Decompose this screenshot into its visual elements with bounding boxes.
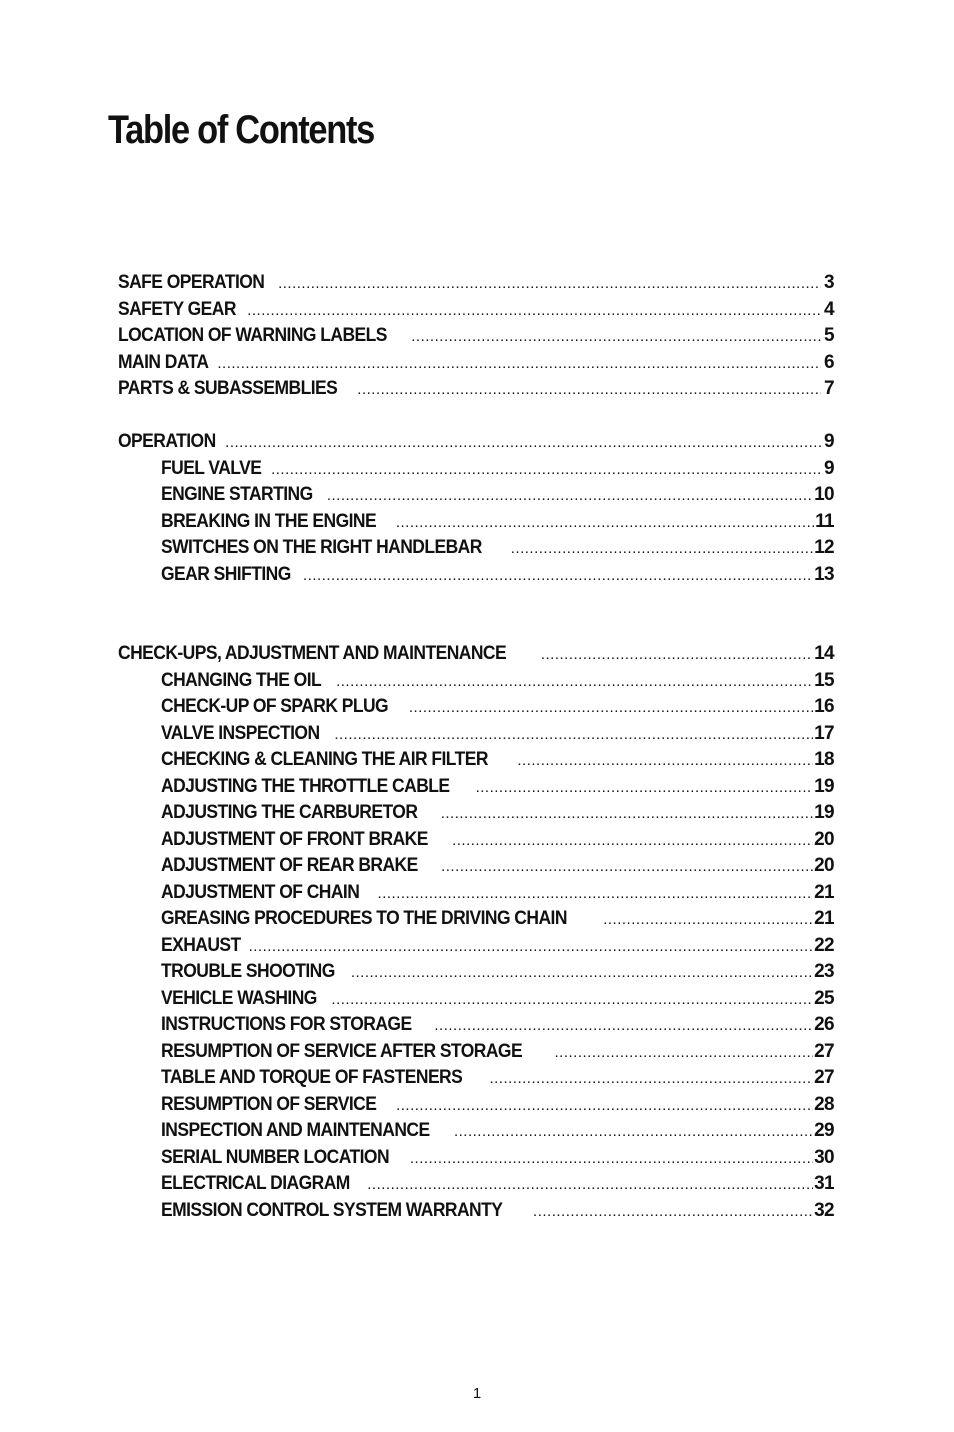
dot-leader	[396, 514, 814, 531]
dot-leader	[367, 1176, 813, 1193]
toc-entry-page: 25	[814, 987, 834, 1009]
dot-leader	[411, 328, 821, 345]
toc-entry-label: VEHICLE WASHING	[161, 987, 317, 1009]
toc-entry-page: 4	[824, 298, 834, 320]
toc-entry-page: 16	[814, 696, 834, 717]
toc-entry-label: CHECKING & CLEANING THE AIR FILTER	[161, 749, 488, 770]
toc-entry[interactable]	[118, 829, 834, 856]
toc-entry-label: RESUMPTION OF SERVICE AFTER STORAGE	[161, 1040, 523, 1062]
toc-entry[interactable]	[118, 431, 834, 458]
dot-leader	[247, 302, 821, 319]
toc-entry[interactable]	[118, 776, 834, 803]
toc-entry-label: ADJUSTMENT OF REAR BRAKE	[161, 855, 418, 876]
toc-entry-label: ADJUSTMENT OF FRONT BRAKE	[161, 828, 428, 850]
toc-entry-page: 13	[814, 563, 834, 585]
toc-entry-page: 6	[824, 351, 834, 373]
toc-entry-label: ADJUSTING THE CARBURETOR	[161, 802, 418, 823]
dot-leader	[434, 1017, 813, 1034]
dot-leader	[441, 805, 813, 822]
toc-entry-page: 18	[814, 749, 834, 770]
dot-leader	[278, 275, 821, 292]
toc-entry[interactable]	[118, 1173, 834, 1200]
toc-entry-page: 11	[815, 510, 834, 532]
toc-entry-page: 5	[824, 325, 834, 346]
toc-entry[interactable]	[118, 458, 834, 485]
toc-entry-label: MAIN DATA	[118, 351, 209, 373]
toc-entry-page: 29	[814, 1120, 834, 1141]
page-title: Table of Contents	[108, 108, 375, 152]
toc-entry-label: BREAKING IN THE ENGINE	[161, 510, 377, 532]
toc-entry[interactable]	[118, 1147, 834, 1174]
toc-entry-label: SAFE OPERATION	[118, 272, 265, 293]
toc-entry-page: 23	[814, 961, 834, 982]
toc-entry-page: 15	[814, 669, 834, 691]
toc-entry-page: 28	[814, 1093, 834, 1115]
toc-entry[interactable]	[118, 749, 834, 776]
toc-entry-page: 27	[814, 1067, 834, 1088]
dot-leader	[554, 1044, 813, 1061]
toc-entry[interactable]	[118, 1067, 834, 1094]
toc-entry-label: SERIAL NUMBER LOCATION	[161, 1146, 390, 1168]
toc-entry[interactable]	[118, 723, 834, 750]
dot-leader	[217, 355, 821, 372]
dot-leader	[476, 779, 813, 796]
toc-entry-page: 31	[814, 1173, 834, 1194]
toc-entry-label: ELECTRICAL DIAGRAM	[161, 1173, 350, 1194]
dot-leader	[541, 646, 813, 663]
toc-entry[interactable]	[118, 802, 834, 829]
toc-entry-label: TROUBLE SHOOTING	[161, 961, 335, 982]
dot-leader	[336, 673, 813, 690]
dot-leader	[603, 911, 813, 928]
toc-entry-label: LOCATION OF WARNING LABELS	[118, 325, 387, 346]
toc-entry-page: 19	[814, 775, 834, 797]
dot-leader	[517, 752, 813, 769]
toc-entry-label: EXHAUST	[161, 934, 241, 956]
toc-entry-label: GEAR SHIFTING	[161, 563, 291, 585]
dot-leader	[441, 858, 813, 875]
dot-leader	[409, 699, 813, 716]
section-spacer	[118, 405, 834, 432]
dot-leader	[331, 991, 813, 1008]
toc-entry-label: PARTS & SUBASSEMBLIES	[118, 378, 338, 399]
toc-entry-label: RESUMPTION OF SERVICE	[161, 1093, 377, 1115]
dot-leader	[303, 567, 813, 584]
dot-leader	[271, 461, 821, 478]
dot-leader	[489, 1070, 813, 1087]
toc-entry-page: 19	[814, 802, 834, 823]
dot-leader	[334, 726, 813, 743]
toc-entry[interactable]	[118, 272, 834, 299]
toc-section-maintenance	[118, 643, 834, 1226]
dot-leader	[452, 832, 813, 849]
toc-entry[interactable]	[118, 352, 834, 379]
toc-entry-page: 10	[814, 484, 834, 505]
dot-leader	[249, 938, 813, 955]
toc-entry-page: 30	[814, 1146, 834, 1168]
toc-entry-label: TABLE AND TORQUE OF FASTENERS	[161, 1067, 463, 1088]
toc-entry-label: FUEL VALVE	[161, 457, 262, 479]
dot-leader	[533, 1203, 813, 1220]
toc-entry-page: 17	[814, 722, 834, 744]
toc-entry-page: 27	[814, 1040, 834, 1062]
dot-leader	[351, 964, 813, 981]
toc-entry-label: SWITCHES ON THE RIGHT HANDLEBAR	[161, 537, 482, 558]
dot-leader	[357, 381, 821, 398]
toc-entry[interactable]	[118, 988, 834, 1015]
dot-leader	[378, 885, 814, 902]
toc-entry-page: 9	[824, 457, 834, 479]
toc-entry-page: 7	[824, 378, 834, 399]
toc-entry-label: INSPECTION AND MAINTENANCE	[161, 1120, 430, 1141]
table-of-contents	[118, 272, 834, 1226]
dot-leader	[511, 540, 813, 557]
toc-entry-page: 20	[814, 828, 834, 850]
toc-entry[interactable]	[118, 1200, 834, 1227]
section-spacer	[118, 590, 834, 643]
toc-entry-page: 21	[814, 908, 834, 929]
toc-entry[interactable]	[118, 1041, 834, 1068]
dot-leader	[454, 1123, 813, 1140]
toc-entry[interactable]	[118, 378, 834, 405]
toc-entry[interactable]	[118, 696, 834, 723]
toc-entry-label: ENGINE STARTING	[161, 484, 313, 505]
toc-entry-page: 9	[824, 431, 834, 452]
toc-entry-label: ADJUSTING THE THROTTLE CABLE	[161, 775, 450, 797]
toc-entry[interactable]	[118, 537, 834, 564]
toc-entry[interactable]	[118, 511, 834, 538]
toc-entry[interactable]	[118, 882, 834, 909]
toc-entry-label: VALVE INSPECTION	[161, 722, 320, 744]
toc-entry[interactable]	[118, 1120, 834, 1147]
toc-entry-page: 26	[814, 1014, 834, 1035]
toc-entry-label: INSTRUCTIONS FOR STORAGE	[161, 1014, 412, 1035]
toc-entry-page: 3	[824, 272, 834, 293]
toc-entry-page: 22	[814, 934, 834, 956]
page-number: 1	[472, 1385, 482, 1402]
toc-entry[interactable]	[118, 1014, 834, 1041]
toc-entry-page: 32	[814, 1199, 834, 1221]
toc-entry[interactable]	[118, 643, 834, 670]
toc-entry[interactable]	[118, 961, 834, 988]
toc-entry[interactable]	[118, 299, 834, 326]
toc-section-general	[118, 272, 834, 405]
dot-leader	[225, 434, 821, 451]
toc-entry-label: CHECK-UP OF SPARK PLUG	[161, 696, 389, 717]
toc-entry[interactable]	[118, 564, 834, 591]
toc-entry-label: GREASING PROCEDURES TO THE DRIVING CHAIN	[161, 908, 567, 929]
toc-entry-label: CHECK-UPS, ADJUSTMENT AND MAINTENANCE	[118, 643, 507, 664]
dot-leader	[327, 487, 813, 504]
toc-entry-page: 12	[814, 537, 834, 558]
toc-section-operation	[118, 431, 834, 590]
dot-leader	[396, 1097, 813, 1114]
toc-entry[interactable]	[118, 325, 834, 352]
toc-entry-page: 20	[814, 855, 834, 876]
toc-entry-page: 14	[814, 643, 834, 664]
toc-entry[interactable]	[118, 855, 834, 882]
toc-entry[interactable]	[118, 908, 834, 935]
toc-entry-label: SAFETY GEAR	[118, 298, 236, 320]
toc-entry-page: 21	[814, 881, 834, 903]
toc-entry[interactable]	[118, 935, 834, 962]
toc-entry-label: EMISSION CONTROL SYSTEM WARRANTY	[161, 1199, 503, 1221]
toc-entry[interactable]	[118, 670, 834, 697]
toc-entry-label: CHANGING THE OIL	[161, 669, 322, 691]
toc-entry-label: ADJUSTMENT OF CHAIN	[161, 881, 360, 903]
toc-entry[interactable]	[118, 484, 834, 511]
toc-entry-label: OPERATION	[118, 431, 216, 452]
toc-entry[interactable]	[118, 1094, 834, 1121]
dot-leader	[410, 1150, 813, 1167]
